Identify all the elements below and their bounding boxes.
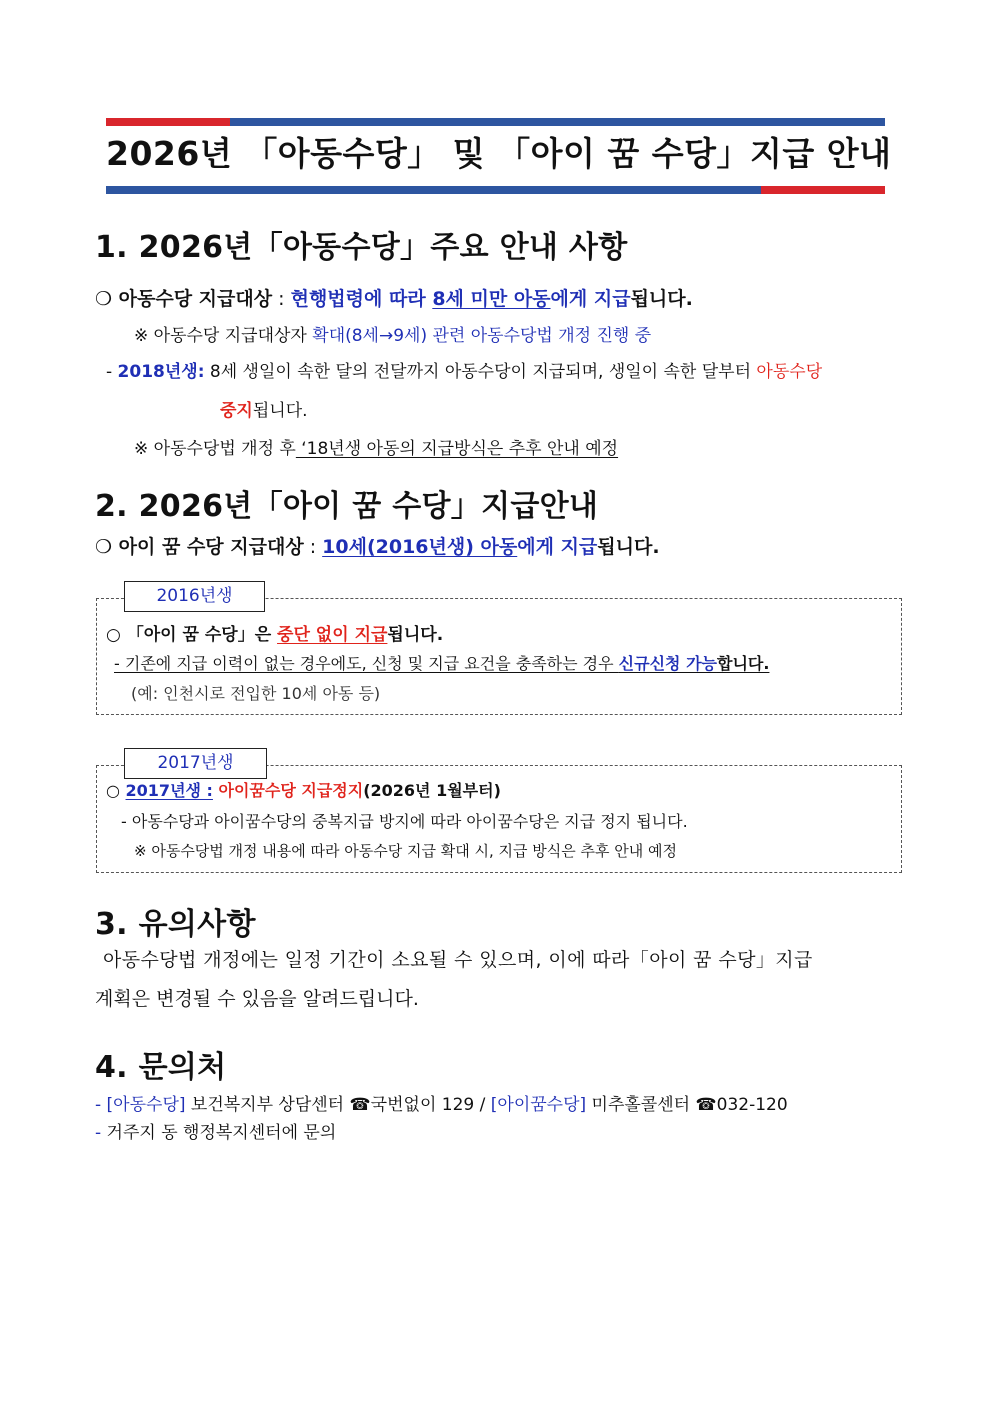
box2016-line2: [114, 651, 769, 674]
box2017-line1-circle: ○: [106, 781, 126, 800]
section2-target-label: ❍ 아이 꿈 수당 지급대상: [95, 536, 304, 558]
box2016-line3: (예: 인천시로 전입한 10세 아동 등): [131, 684, 381, 703]
section1-2018-text: 8세 생일이 속한 달의 전달까지 아동수당이 지급되며, 생일이 속한 달부터: [204, 362, 757, 382]
section3-heading: 3. 유의사항: [95, 907, 256, 942]
box2016-line1-red: 중단 없이 지급: [277, 625, 388, 645]
section2-target-p3: 됩니다.: [597, 536, 660, 558]
section1-target-label: ❍ 아동수당 지급대상: [95, 288, 273, 310]
section1-2018-end: 됩니다.: [252, 401, 308, 421]
section1-2018-line: [106, 357, 822, 382]
section2-target-colon: :: [303, 536, 323, 558]
section4-line1-b: 미추홀콜센터 ☎032-120: [586, 1095, 788, 1115]
section1-heading: 1. 2026년「아동수당」주요 안내 사항: [95, 230, 628, 265]
box2017-line2: - 아동수당과 아이꿈수당의 중복지급 방지에 따라 아이꿈수당은 지급 정지 됩니다.: [121, 812, 688, 831]
section4-line2-text: 거주지 동 행정복지센터에 문의: [106, 1123, 337, 1143]
section4-heading: 4. 문의처: [95, 1050, 227, 1085]
section4-tag-dream: [아이꿈수당]: [490, 1095, 587, 1115]
box2017-line1-b: (2026년 1월부터): [363, 781, 501, 800]
box2016-line1: [106, 620, 443, 645]
page-title: 2026년 「아동수당」 및 「아이 꿈 수당」지급 안내: [106, 134, 892, 173]
section1-note2: [134, 434, 618, 459]
section1-note2-prefix: ※ 아동수당법 개정 후: [134, 439, 296, 459]
section2-heading: 2. 2026년「아이 꿈 수당」지급안내: [95, 489, 599, 524]
section1-note1-blue: 확대(8세→9세) 관련 아동수당법 개정 진행 중: [312, 326, 652, 346]
section1-target-line: [95, 284, 693, 311]
section1-note2-ul: ‘18년생 아동의 지급방식은 추후 안내 예정: [295, 439, 619, 459]
section3-line2: 계획은 변경될 수 있음을 알려드립니다.: [95, 988, 419, 1010]
box2017-line1-blue: 2017년생 :: [125, 781, 213, 800]
section4-line1-dash: -: [95, 1095, 107, 1115]
box2016-line1-a: ○ 「아이 꿈 수당」은: [106, 625, 278, 645]
tag-2016: 2016년생: [124, 581, 265, 612]
section3-line1: 아동수당법 개정에는 일정 기간이 소요될 수 있으며, 이에 따라「아이 꿈 수당」지급: [103, 949, 813, 971]
tag-2017: 2017년생: [124, 748, 267, 779]
section1-target-p1: 현행법령에 따라: [290, 288, 433, 310]
section1-target-colon: :: [272, 288, 291, 310]
section1-note1: [134, 321, 651, 346]
section1-2018-red1: 아동수당: [756, 362, 823, 382]
section2-target-line: [95, 532, 660, 559]
box2017-line3: ※ 아동수당법 개정 내용에 따라 아동수당 지급 확대 시, 지급 방식은 추후 안내 예정: [134, 842, 678, 860]
section1-target-p2: 8세 미만 아동: [432, 288, 551, 310]
section1-2018-line2: [220, 396, 308, 421]
section2-target-p2: 에게 지급: [517, 536, 598, 558]
section4-line2: [95, 1118, 336, 1143]
section4-line1: [95, 1090, 788, 1115]
box2017-line1-red: 아이꿈수당 지급정지: [212, 781, 364, 800]
section2-target-p1: 10세(2016년생) 아동: [322, 536, 518, 558]
section1-note1-prefix: ※ 아동수당 지급대상자: [134, 326, 313, 346]
section1-2018-label: 2018년생:: [117, 362, 205, 382]
section1-target-p3: 에게 지급: [550, 288, 631, 310]
section4-line2-dash: -: [95, 1123, 107, 1143]
section1-target-p4: 됩니다.: [630, 288, 693, 310]
box2017-line1: [106, 778, 501, 801]
section4-line1-a: 보건복지부 상담센터 ☎국번없이 129 /: [185, 1095, 491, 1115]
box2016-line2-b: 합니다.: [716, 654, 770, 673]
title-top-bar: [106, 118, 885, 126]
box2016-line2-a: - 기존에 지급 이력이 없는 경우에도, 신청 및 지급 요건을 충족하는 경우: [114, 654, 619, 673]
box2016-line2-blue: 신규신청 가능: [618, 654, 717, 673]
box2016-line1-b: 됩니다.: [387, 625, 444, 645]
section1-2018-dash: -: [106, 362, 118, 382]
section4-tag-child: [아동수당]: [106, 1095, 186, 1115]
section1-2018-red2: 중지: [220, 401, 253, 421]
title-bottom-bar: [106, 186, 885, 194]
